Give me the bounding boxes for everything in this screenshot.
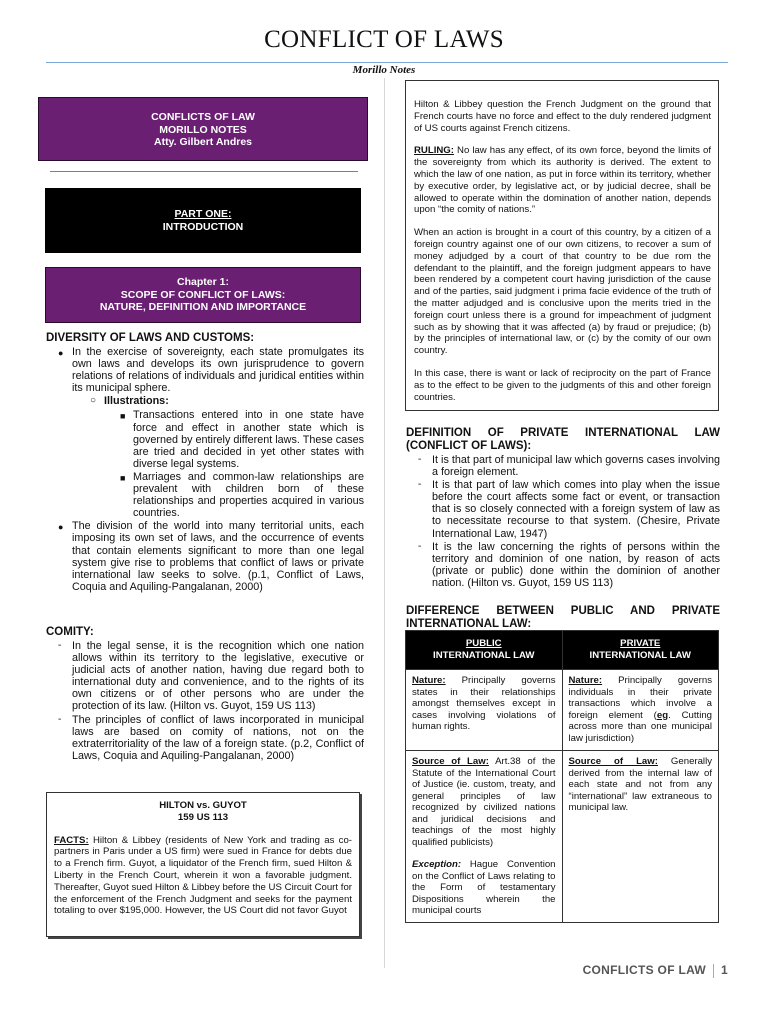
public-header-line2: INTERNATIONAL LAW	[433, 650, 535, 661]
ruling-box	[405, 80, 719, 411]
case-box	[46, 792, 360, 937]
cell-text: Generally derived from the internal law of each state and not from any “international” law extraneous to municipal law.	[568, 756, 712, 813]
case-title: HILTON vs. GUYOT	[159, 800, 247, 811]
page-title: CONFLICT OF LAWS	[264, 26, 504, 53]
definition-item3: It is the law concerning the rights of persons within the territory and dominion of one nation, by reason of acts (private or public) done within the dominion of another nation. (Hilton vs. Guyot, 159 US 113)	[432, 540, 720, 589]
illustrations-label: Illustrations:	[104, 395, 169, 408]
footer-separator	[713, 964, 714, 978]
title-box-line3: Atty. Gilbert Andres	[153, 136, 252, 148]
table-row	[406, 670, 719, 751]
definition-section	[406, 427, 720, 589]
cell-label: Source of Law:	[412, 756, 489, 767]
list-item	[46, 471, 364, 519]
illustration-sub2: Marriages and common-law relationships are prevalent with children born of these relationships and properties acquired in various countries.	[133, 470, 364, 520]
dash-bullet-icon: -	[58, 640, 62, 651]
definition-item1: It is that part of municipal law which governs cases involving a foreign element.	[432, 454, 720, 479]
bullet-circle-icon: ○	[90, 395, 97, 407]
list-item	[46, 346, 364, 394]
list-item	[46, 520, 364, 593]
list-item	[406, 479, 720, 539]
part-box	[45, 188, 361, 253]
ruling-text: No law has any effect, of its own force, beyond the limits of the sovereignty from which its authority is derived. The extent to which the law of one nation, as put in force within its territory, whether by executive order, by legislative act, or by judicial decree, shall be allowed to operate within the domination of another nation, depends upon “the comity of nations.”	[414, 145, 711, 216]
comity-item1: In the legal sense, it is the recognition which one nation allows within its territory to the legislative, executive or judicial acts of another nation, having due regard both to international duty and convenience, and to the rights of its own citizens or of other persons who are under the protection of its law. (Hilton vs. Guyot, 159 US 113)	[72, 640, 364, 713]
cell-text: Hague Convention on the Conflict of Laws relating to the Form of testamentary Dispositions wherein the municipal courts	[412, 859, 556, 916]
footer-label: CONFLICTS OF LAW	[582, 963, 707, 977]
ruling-label: RULING:	[414, 145, 454, 157]
ruling-paragraph-4: In this case, there is want or lack of reciprocity on the part of France as to the effect to be given to the judgments of this and other foreign countries.	[414, 367, 711, 403]
definition-heading: DEFINITION OF PRIVATE INTERNATIONAL LAW (CONFLICT OF LAWS):	[406, 427, 720, 452]
list-item	[46, 640, 364, 713]
ruling-paragraph-3: When an action is brought in a court of this country, by a citizen of a foreign country against one of our own citizens, to recover a sum of money adjudged by a court of that country to be due rom the defendant to the plaintiff, and the foreign judgment appears to have been rendered by a competent court having jurisdiction of the cause and of the parties, said judgment i prima facie evidence of the truth of the matter adjudged and is conclusive upon the merits tried in the foreign court unless there is a ground for impeachment of judgment such as by showing that it was affected (a) by fraud or prejudice; (b) by the principles of international law, or (c) by the comity of our own country.	[414, 227, 711, 357]
page-number: 1	[721, 963, 728, 977]
part-box-line2: INTRODUCTION	[162, 221, 244, 233]
diversity-bullet2: The division of the world into many territorial units, each imposing its own set of laws, and the occurrence of events that contain elements significant to more than one legal system give rise to problems that conflict of laws or private international law seeks to solve. (p.1, Conflict of Laws, Coquia and Aquiling-Pangalanan, 2000)	[72, 520, 364, 593]
comity-heading: COMITY:	[46, 626, 94, 638]
title-box-line2: MORILLO NOTES	[159, 123, 247, 136]
cell-eg: eg	[656, 709, 669, 721]
private-header-line2: INTERNATIONAL LAW	[589, 650, 691, 661]
private-column-header	[562, 631, 719, 670]
diversity-bullet1: In the exercise of sovereignty, each state promulgates its own laws and develops its own jurisprudence to govern relations of relations of individuals and juridical entities within its municipal sphere.	[72, 346, 364, 395]
list-item	[406, 454, 720, 478]
comparison-table-grid	[405, 630, 719, 923]
column-divider	[384, 78, 385, 968]
chapter-box-line1: Chapter 1:	[177, 276, 229, 288]
table-cell	[406, 751, 563, 923]
cell-text: Principally governs individuals in their private transactions which involve a foreign element (	[568, 675, 712, 721]
illustration-sub1: Transactions entered into in one state have force and effect in another state which is governed by entirely different laws. These cases are tried and decided in yet other states with diverse legal systems.	[133, 409, 364, 470]
part-box-line1: PART ONE:	[174, 208, 232, 220]
title-box-line1: CONFLICTS OF LAW	[151, 111, 255, 123]
bullet-square-icon: ■	[120, 472, 126, 483]
diversity-section	[46, 332, 364, 593]
cell-text: Principally governs states in their relationships amongst themselves except in cases involving violations of human rights.	[412, 675, 556, 732]
dash-bullet-icon: -	[418, 454, 422, 465]
ruling-intro: Hilton & Libbey question the French Judgment on the ground that French courts have no force and effect to the duly rendered judgment of US courts against French citizens.	[414, 99, 711, 134]
table-header-row	[406, 631, 719, 670]
cell-text: Art.38 of the Statute of the International Court of Justice (ie. custom, treaty, and general principles of law recognized by civilized nations and juridical decisions and teachings of the most highly qualified publicists)	[412, 756, 556, 848]
public-header-line1: PUBLIC	[465, 638, 502, 649]
list-item	[46, 714, 364, 762]
table-cell	[562, 751, 719, 923]
cell-text: . Cutting across more than one municipal law jurisdiction)	[568, 709, 712, 744]
page-subtitle: Morillo Notes	[352, 64, 416, 76]
dash-bullet-icon: -	[418, 479, 422, 491]
list-item	[406, 541, 720, 589]
chapter-box-line3: NATURE, DEFINITION AND IMPORTANCE	[99, 301, 307, 313]
comity-section	[46, 626, 364, 762]
definition-item2: It is that part of law which comes into play when the issue before the court affects some fact or event, or transaction that is so closely connected with a foreign system of law as to necessitate recourse to that system. (Chesire, Private International Law, 1947)	[432, 479, 720, 540]
ruling-paragraph	[414, 145, 711, 216]
cell-label: Nature:	[412, 675, 446, 686]
bullet-dot-icon: ●	[58, 348, 64, 358]
bullet-square-icon: ■	[120, 411, 126, 422]
list-item	[46, 395, 364, 407]
table-row	[406, 751, 719, 923]
cell-exception-label: Exception:	[412, 859, 462, 870]
dash-bullet-icon: -	[58, 713, 62, 725]
cell-label: Nature:	[568, 675, 603, 686]
public-column-header	[406, 631, 563, 670]
section-rule	[50, 171, 358, 172]
table-cell	[406, 670, 563, 751]
private-header-line1: PRIVATE	[620, 638, 661, 649]
page-footer	[583, 963, 728, 978]
chapter-box-line2: SCOPE OF CONFLICT OF LAWS:	[120, 288, 286, 301]
comity-item2: The principles of conflict of laws incorporated in municipal laws are based on comity of nations, not on the extraterritoriality of the law of a foreign state. (p.2, Conflict of Laws, Coquia and Aquiling-Pangalanan, 2000)	[72, 713, 364, 762]
facts-label: FACTS:	[54, 834, 89, 846]
title-divider	[46, 62, 728, 63]
list-item	[46, 409, 364, 469]
title-box	[38, 97, 368, 161]
table-cell	[562, 670, 719, 751]
facts-text: Hilton & Libbey (residents of New York and trading as co-partners in Paris under a US firm) were sued in France for debts due to a French firm. Guyot, a liquidator of the French firm, sued Hilton & Liberty in the French Court, wherein it won a favorable judgment. Thereafter, Guyot sued Hilton & Libbey before the US Circuit Court for the enforcement of the French Judgment and seeks for the payment totaling to over $195,000. However, the US Court did not favor Guyot	[54, 834, 352, 917]
diversity-heading: DIVERSITY OF LAWS AND CUSTOMS:	[46, 332, 255, 344]
comparison-table	[405, 630, 719, 923]
cell-label: Source of Law:	[568, 756, 658, 767]
case-citation: 159 US 113	[177, 811, 229, 823]
chapter-box	[45, 267, 361, 323]
dash-bullet-icon: -	[418, 540, 422, 552]
difference-heading: DIFFERENCE BETWEEN PUBLIC AND PRIVATE INTERNATIONAL LAW:	[406, 605, 720, 630]
bullet-dot-icon: ●	[58, 522, 64, 533]
case-facts	[54, 835, 352, 918]
